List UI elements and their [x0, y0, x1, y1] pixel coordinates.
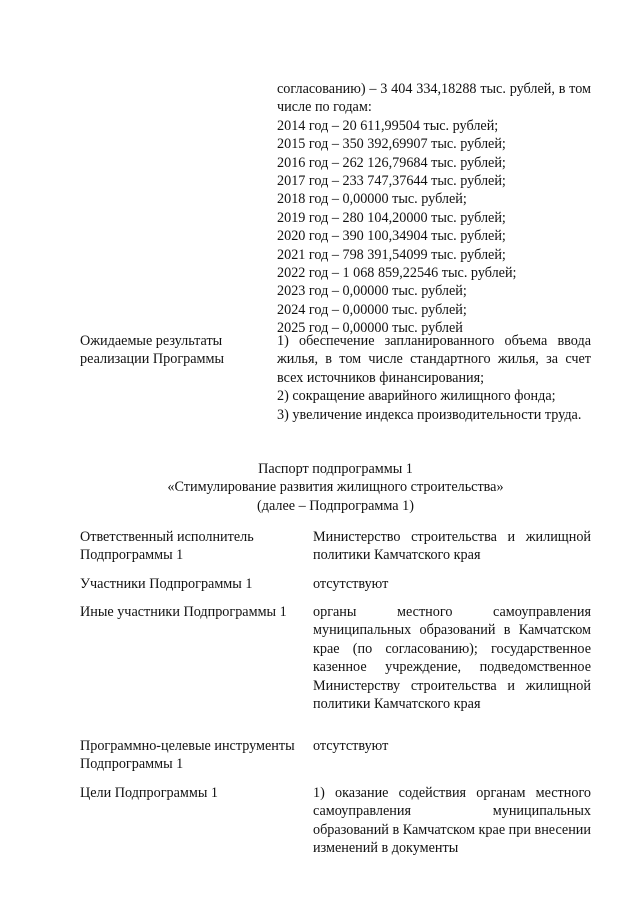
funding-year-line: 2014 год – 20 611,99504 тыс. рублей; — [277, 117, 499, 134]
passport-row-value: 1) оказание содействия органам местного самоуправления муниципальных образований в Камчатском крае при внесении изменений в документы — [313, 785, 591, 857]
passport-title-line: (далее – Подпрограмма 1) — [257, 497, 414, 514]
passport-row-responsible — [80, 528, 591, 568]
funding-year-line: 2016 год – 262 126,79684 тыс. рублей; — [277, 154, 506, 171]
funding-year-line: 2017 год – 233 747,37644 тыс. рублей; — [277, 173, 506, 190]
results-item: 2) сокращение аварийного жилищного фонда; — [277, 388, 556, 405]
funding-year-line: 2020 год – 390 100,34904 тыс. рублей; — [277, 228, 506, 245]
funding-year-line: 2023 год – 0,00000 тыс. рублей; — [277, 283, 467, 300]
results-label: Ожидаемые результаты реализации Программы — [80, 333, 225, 368]
passport-row-label: Программно-целевые инструменты Подпрограммы 1 — [80, 738, 295, 773]
results-item: 3) увеличение индекса производительности труда. — [277, 406, 582, 423]
passport-row-label: Цели Подпрограммы 1 — [80, 785, 219, 801]
passport-row-label: Ответственный исполнитель Подпрограммы 1 — [80, 529, 254, 564]
passport-row-value: Министерство строительства и жилищной политики Камчатского края — [313, 529, 591, 564]
passport-title — [80, 460, 591, 515]
passport-row-value: отсутствуют — [313, 576, 389, 592]
results-item: 1) обеспечение запланированного объема ввода жилья, в том числе стандартного жилья, за счет всех источников финансирования; — [277, 333, 591, 386]
funding-block — [277, 80, 591, 338]
passport-row-value: органы местного самоуправления муниципальных образований в Камчатском крае (по согласованию); государственное казенное учреждение, подведомственное Министерству строительства и жилищной политики Камчатского края — [313, 604, 591, 713]
passport-row-value: отсутствуют — [313, 738, 389, 754]
funding-years-list — [277, 117, 591, 338]
passport-row-goals — [80, 784, 591, 884]
results-row — [80, 332, 591, 442]
passport-row-participants — [80, 575, 591, 595]
funding-year-line: 2015 год – 350 392,69907 тыс. рублей; — [277, 136, 506, 153]
passport-title-line: Паспорт подпрограммы 1 — [258, 461, 413, 477]
passport-row-label: Участники Подпрограммы 1 — [80, 576, 253, 592]
results-value — [277, 332, 591, 424]
funding-year-line: 2019 год – 280 104,20000 тыс. рублей; — [277, 209, 506, 226]
passport-title-line: «Стимулирование развития жилищного строительства» — [167, 479, 504, 496]
passport-row-label: Иные участники Подпрограммы 1 — [80, 604, 287, 620]
funding-year-line: 2024 год – 0,00000 тыс. рублей; — [277, 301, 467, 318]
funding-year-line: 2022 год – 1 068 859,22546 тыс. рублей; — [277, 265, 517, 282]
passport-row-instruments — [80, 737, 591, 777]
passport-row-other-participants — [80, 603, 591, 728]
funding-intro: согласованию) – 3 404 334,18288 тыс. рублей, в том числе по годам: — [277, 81, 591, 116]
funding-year-line: 2018 год – 0,00000 тыс. рублей; — [277, 191, 467, 208]
funding-year-line: 2025 год – 0,00000 тыс. рублей — [277, 320, 463, 337]
funding-year-line: 2021 год – 798 391,54099 тыс. рублей; — [277, 246, 506, 263]
